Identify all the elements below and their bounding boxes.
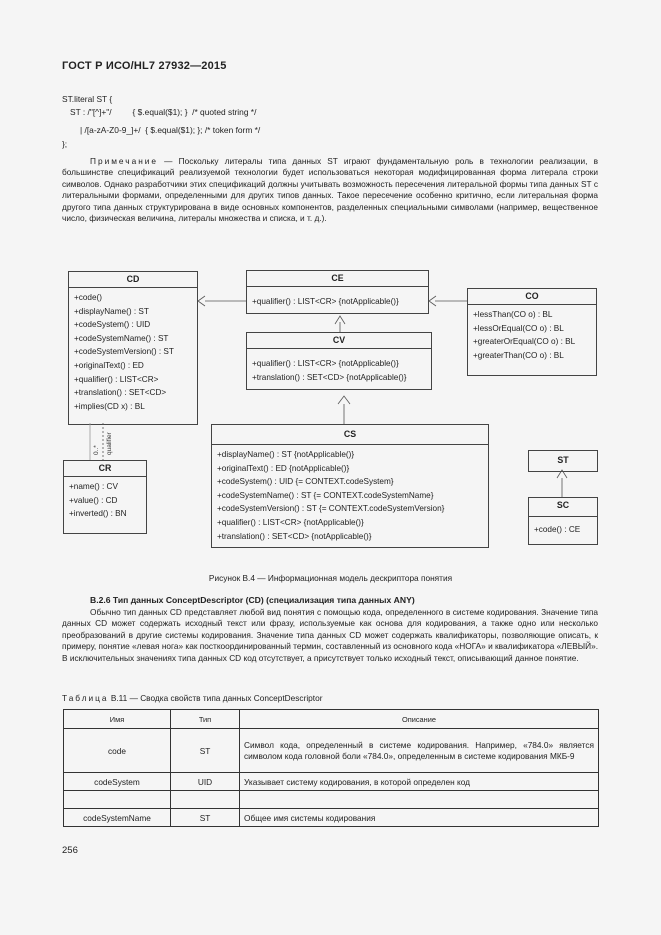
op: +value() : CD bbox=[69, 495, 118, 505]
op: +greaterThan(CO o) : BL bbox=[473, 350, 564, 360]
table-cell: codeSystem bbox=[64, 773, 171, 791]
op: +codeSystemName() : ST bbox=[74, 333, 169, 343]
co-to-ce-arrowhead bbox=[429, 296, 436, 306]
table-cell: ST bbox=[171, 729, 240, 773]
figure-caption: Рисунок В.4 — Информационная модель дескриптора понятия bbox=[208, 573, 453, 583]
page-number: 256 bbox=[62, 845, 78, 856]
op: +code() bbox=[74, 293, 102, 302]
section-paragraph: Обычно тип данных CD представляет любой вид понятия с помощью кода, определенного в системе кодирования. Значение типа данных CD может содержать исходный текст или фразу, используемые как основа для кодирования, а также одно или несколько преобразований в другие системы кодирования. Значение типа данных CD может содержать квалификаторы, позволяющие описать, к примеру, понятие «левая нога» как посткоординированный термин, составленный из основного кода «НОГА» и квалификатора «ЛЕВЫЙ». В исключительных значениях типа данных CD код отсутствует, а присутствует только исходный текст, описывающий данное понятие. bbox=[62, 607, 598, 663]
table-cell: Общее имя системы кодирования bbox=[240, 809, 599, 827]
class-sc-title: SC bbox=[529, 498, 597, 517]
table-caption bbox=[62, 692, 322, 704]
op: +codeSystem() : UID {= CONTEXT.codeSystem} bbox=[217, 477, 394, 487]
table-caption-label: Таблица bbox=[62, 693, 109, 703]
class-cd-title: CD bbox=[69, 272, 197, 288]
op: +displayName() : ST bbox=[74, 306, 149, 316]
table-cell bbox=[171, 791, 240, 809]
code-line-2: ST : /"[^]+"/ { $.equal($1); } /* quoted string */ bbox=[70, 107, 257, 117]
op: +qualifier() : LIST<CR> {notApplicable()} bbox=[252, 359, 399, 368]
assoc-role: qualifier bbox=[106, 432, 113, 455]
op: +codeSystem() : UID bbox=[74, 320, 151, 330]
op: +codeSystemVersion() : ST bbox=[74, 347, 174, 357]
op: +qualifier() : LIST<CR> {notApplicable()} bbox=[217, 517, 364, 527]
section-title: В.2.6 Тип данных ConceptDescriptor (CD) (специализация типа данных ANY) bbox=[90, 595, 415, 605]
note-text: — Поскольку литералы типа данных ST играют фундаментальную роль в технологии реализации, в большинстве спецификаций реализуемой технологии будет использоваться некоторая модифицированная форма литерала строки символов. Однако разработчики этих спецификаций должны учитывать возможность пересечения литеральной формы типа данных ST с литеральными формами, определенными для других типов данных. Такое пересечение особенно критично, если литеральная форма другого типа данных структурирована в виде основных компонентов, разделенных специальными символами (например, вещественное число, физическая величина, литералы множества и списка, и т. д.). bbox=[62, 156, 598, 224]
table-row bbox=[64, 791, 599, 809]
op: +translation() : SET<CD> {notApplicable()} bbox=[217, 531, 372, 541]
table-cell: Символ кода, определенный в системе кодирования. Например, «784.0» является символом кода головной боли «784.0», определенным в системе кодирования МКБ-9 bbox=[240, 729, 599, 773]
class-cv-title: CV bbox=[247, 333, 431, 349]
op: +originalText() : ED bbox=[74, 360, 144, 370]
sc-to-st-arrowhead bbox=[557, 470, 567, 478]
op: +lessThan(CO o) : BL bbox=[473, 310, 553, 319]
class-st-title: ST bbox=[557, 455, 569, 465]
table-header-row bbox=[64, 710, 599, 729]
table-cell: code bbox=[64, 729, 171, 773]
op: +name() : CV bbox=[69, 482, 118, 491]
table-row bbox=[64, 773, 599, 791]
table-cell: Указывает систему кодирования, в которой определен код bbox=[240, 773, 599, 791]
note-label: Примечание bbox=[90, 156, 159, 166]
op: +implies(CD x) : BL bbox=[74, 401, 145, 411]
cs-to-cv-arrowhead bbox=[338, 396, 350, 404]
op: +codeSystemName() : ST {= CONTEXT.codeSystemName} bbox=[217, 490, 434, 500]
op: +qualifier() : LIST<CR> bbox=[74, 374, 159, 384]
page-header: ГОСТ Р ИСО/HL7 27932—2015 bbox=[62, 60, 227, 72]
table-cell bbox=[240, 791, 599, 809]
op: +greaterOrEqual(CO o) : BL bbox=[473, 337, 576, 347]
op: +translation() : SET<CD> {notApplicable()} bbox=[252, 372, 407, 382]
table-header: Имя bbox=[64, 710, 171, 729]
properties-table bbox=[63, 709, 599, 827]
table-cell: UID bbox=[171, 773, 240, 791]
ce-to-cd-arrowhead bbox=[198, 296, 205, 306]
op: +inverted() : BN bbox=[69, 509, 127, 519]
table-cell bbox=[64, 791, 171, 809]
class-cs-title: CS bbox=[212, 425, 488, 445]
op: +lessOrEqual(CO o) : BL bbox=[473, 323, 564, 333]
code-line-1: ST.literal ST { bbox=[62, 94, 113, 104]
class-co-title: CO bbox=[468, 289, 596, 305]
op: +codeSystemVersion() : ST {= CONTEXT.codeSystemVersion} bbox=[217, 504, 445, 514]
table-cell: codeSystemName bbox=[64, 809, 171, 827]
table-row bbox=[64, 729, 599, 773]
op: +qualifier() : LIST<CR> {notApplicable()} bbox=[252, 297, 399, 306]
table-caption-text: В.11 — Сводка свойств типа данных ConceptDescriptor bbox=[108, 693, 323, 703]
table-cell: ST bbox=[171, 809, 240, 827]
class-ce-title: CE bbox=[247, 271, 428, 287]
code-line-4: }; bbox=[62, 139, 68, 149]
table-header: Описание bbox=[240, 710, 599, 729]
op: +code() : CE bbox=[534, 525, 581, 534]
op: +translation() : SET<CD> bbox=[74, 388, 167, 398]
code-line-3: | /[a-zA-Z0-9_]+/ { $.equal($1); }; /* token form */ bbox=[80, 125, 261, 135]
op: +originalText() : ED {notApplicable()} bbox=[217, 463, 350, 473]
op: +displayName() : ST {notApplicable()} bbox=[217, 450, 355, 459]
table-header: Тип bbox=[171, 710, 240, 729]
class-cr-title: CR bbox=[64, 461, 146, 477]
assoc-multiplicity: 0..* bbox=[93, 445, 100, 455]
table-row bbox=[64, 809, 599, 827]
